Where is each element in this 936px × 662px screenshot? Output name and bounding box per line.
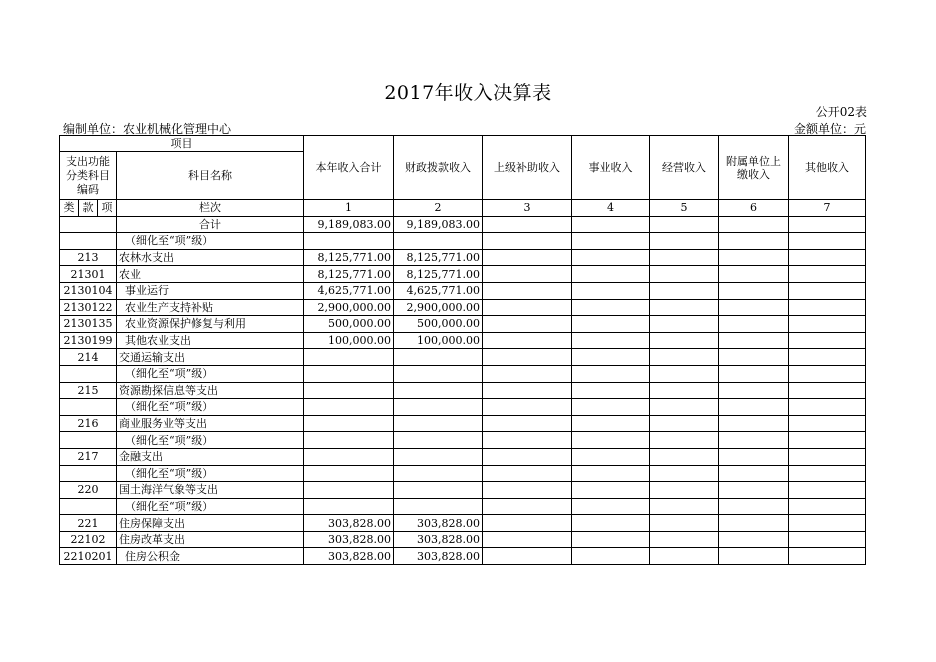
row-empty-cell bbox=[483, 365, 572, 382]
row-empty-cell bbox=[650, 299, 719, 316]
row-empty-cell bbox=[719, 233, 789, 250]
row-name: 农业生产支持补贴 bbox=[117, 299, 304, 316]
row-total-income bbox=[304, 415, 394, 432]
row-code bbox=[60, 399, 117, 416]
header-kuan: 款 bbox=[79, 200, 98, 217]
row-empty-cell bbox=[572, 382, 650, 399]
row-empty-cell bbox=[650, 415, 719, 432]
row-empty-cell bbox=[650, 282, 719, 299]
row-name: 农业 bbox=[117, 266, 304, 283]
row-fiscal-income bbox=[394, 448, 483, 465]
row-empty-cell bbox=[650, 382, 719, 399]
row-fiscal-income bbox=[394, 233, 483, 250]
row-empty-cell bbox=[650, 216, 719, 233]
row-empty-cell bbox=[650, 482, 719, 499]
table-row bbox=[60, 399, 866, 416]
col-header-5: 经营收入 bbox=[650, 136, 719, 200]
row-empty-cell bbox=[572, 316, 650, 333]
row-empty-cell bbox=[650, 249, 719, 266]
row-fiscal-income: 303,828.00 bbox=[394, 548, 483, 565]
row-code: 220 bbox=[60, 482, 117, 499]
row-empty-cell bbox=[483, 548, 572, 565]
row-empty-cell bbox=[789, 349, 866, 366]
row-empty-cell bbox=[789, 216, 866, 233]
row-total-income: 8,125,771.00 bbox=[304, 266, 394, 283]
row-code bbox=[60, 465, 117, 482]
header-xiang: 项 bbox=[98, 200, 117, 217]
row-code: 22102 bbox=[60, 531, 117, 548]
row-fiscal-income: 8,125,771.00 bbox=[394, 266, 483, 283]
row-empty-cell bbox=[572, 349, 650, 366]
table-row bbox=[60, 415, 866, 432]
row-empty-cell bbox=[483, 399, 572, 416]
row-code: 2130122 bbox=[60, 299, 117, 316]
row-empty-cell bbox=[719, 548, 789, 565]
row-total-income bbox=[304, 465, 394, 482]
row-empty-cell bbox=[650, 233, 719, 250]
header-func-code: 支出功能分类科目编码 bbox=[60, 152, 117, 200]
row-name: （细化至“项”级） bbox=[117, 432, 304, 449]
col-number-3: 3 bbox=[483, 200, 572, 217]
row-empty-cell bbox=[483, 349, 572, 366]
table-row bbox=[60, 266, 866, 283]
row-total-income bbox=[304, 448, 394, 465]
row-name: 合计 bbox=[117, 216, 304, 233]
row-empty-cell bbox=[789, 432, 866, 449]
row-empty-cell bbox=[572, 415, 650, 432]
row-total-income: 500,000.00 bbox=[304, 316, 394, 333]
row-empty-cell bbox=[572, 448, 650, 465]
table-row bbox=[60, 216, 866, 233]
col-number-1: 1 bbox=[304, 200, 394, 217]
row-name: 住房保障支出 bbox=[117, 515, 304, 532]
row-empty-cell bbox=[789, 399, 866, 416]
row-empty-cell bbox=[483, 382, 572, 399]
table-row bbox=[60, 233, 866, 250]
row-empty-cell bbox=[719, 282, 789, 299]
col-number-2: 2 bbox=[394, 200, 483, 217]
row-fiscal-income: 8,125,771.00 bbox=[394, 249, 483, 266]
header-col-index: 栏次 bbox=[117, 200, 304, 217]
row-total-income bbox=[304, 498, 394, 515]
row-code bbox=[60, 432, 117, 449]
row-empty-cell bbox=[572, 515, 650, 532]
table-row bbox=[60, 282, 866, 299]
row-fiscal-income bbox=[394, 399, 483, 416]
col-number-5: 5 bbox=[650, 200, 719, 217]
row-empty-cell bbox=[483, 515, 572, 532]
row-empty-cell bbox=[572, 465, 650, 482]
row-code: 2130199 bbox=[60, 332, 117, 349]
row-empty-cell bbox=[572, 548, 650, 565]
row-name: 商业服务业等支出 bbox=[117, 415, 304, 432]
row-empty-cell bbox=[650, 332, 719, 349]
row-total-income bbox=[304, 365, 394, 382]
row-empty-cell bbox=[650, 432, 719, 449]
row-empty-cell bbox=[483, 266, 572, 283]
col-header-4: 事业收入 bbox=[572, 136, 650, 200]
row-total-income: 100,000.00 bbox=[304, 332, 394, 349]
row-code bbox=[60, 216, 117, 233]
row-code bbox=[60, 498, 117, 515]
row-total-income: 4,625,771.00 bbox=[304, 282, 394, 299]
row-code: 214 bbox=[60, 349, 117, 366]
row-empty-cell bbox=[572, 216, 650, 233]
row-empty-cell bbox=[789, 415, 866, 432]
row-empty-cell bbox=[650, 399, 719, 416]
row-empty-cell bbox=[719, 332, 789, 349]
row-code bbox=[60, 365, 117, 382]
header-item: 项目 bbox=[60, 136, 304, 152]
row-empty-cell bbox=[719, 365, 789, 382]
row-empty-cell bbox=[789, 498, 866, 515]
col-number-4: 4 bbox=[572, 200, 650, 217]
row-empty-cell bbox=[483, 216, 572, 233]
row-empty-cell bbox=[650, 365, 719, 382]
table-row bbox=[60, 349, 866, 366]
row-name: （细化至“项”级） bbox=[117, 233, 304, 250]
row-name: 金融支出 bbox=[117, 448, 304, 465]
col-header-3: 上级补助收入 bbox=[483, 136, 572, 200]
row-empty-cell bbox=[789, 365, 866, 382]
row-empty-cell bbox=[719, 515, 789, 532]
row-empty-cell bbox=[789, 531, 866, 548]
row-name: 农业资源保护修复与利用 bbox=[117, 316, 304, 333]
row-empty-cell bbox=[572, 233, 650, 250]
row-empty-cell bbox=[483, 316, 572, 333]
row-name: 其他农业支出 bbox=[117, 332, 304, 349]
table-row bbox=[60, 382, 866, 399]
col-number-6: 6 bbox=[719, 200, 789, 217]
table-row bbox=[60, 498, 866, 515]
row-empty-cell bbox=[789, 332, 866, 349]
table-row bbox=[60, 432, 866, 449]
row-fiscal-income bbox=[394, 482, 483, 499]
row-empty-cell bbox=[789, 382, 866, 399]
row-fiscal-income: 500,000.00 bbox=[394, 316, 483, 333]
row-code: 2210201 bbox=[60, 548, 117, 565]
row-fiscal-income: 100,000.00 bbox=[394, 332, 483, 349]
row-empty-cell bbox=[483, 432, 572, 449]
row-code: 2130104 bbox=[60, 282, 117, 299]
row-empty-cell bbox=[483, 465, 572, 482]
row-total-income: 8,125,771.00 bbox=[304, 249, 394, 266]
header-lei: 类 bbox=[60, 200, 79, 217]
row-empty-cell bbox=[789, 233, 866, 250]
table-row bbox=[60, 316, 866, 333]
row-empty-cell bbox=[719, 399, 789, 416]
row-name: 国土海洋气象等支出 bbox=[117, 482, 304, 499]
table-row bbox=[60, 515, 866, 532]
col-header-6: 附属单位上缴收入 bbox=[719, 136, 789, 200]
row-empty-cell bbox=[719, 498, 789, 515]
row-total-income: 303,828.00 bbox=[304, 515, 394, 532]
row-empty-cell bbox=[483, 233, 572, 250]
row-empty-cell bbox=[789, 515, 866, 532]
row-empty-cell bbox=[572, 365, 650, 382]
row-empty-cell bbox=[650, 349, 719, 366]
row-name: （细化至“项”级） bbox=[117, 465, 304, 482]
table-row bbox=[60, 332, 866, 349]
row-empty-cell bbox=[483, 332, 572, 349]
row-fiscal-income: 303,828.00 bbox=[394, 515, 483, 532]
row-fiscal-income: 2,900,000.00 bbox=[394, 299, 483, 316]
row-empty-cell bbox=[789, 548, 866, 565]
row-fiscal-income bbox=[394, 432, 483, 449]
row-name: 资源勘探信息等支出 bbox=[117, 382, 304, 399]
row-empty-cell bbox=[572, 432, 650, 449]
row-empty-cell bbox=[719, 448, 789, 465]
row-empty-cell bbox=[650, 465, 719, 482]
row-name: 住房公积金 bbox=[117, 548, 304, 565]
row-name: （细化至“项”级） bbox=[117, 498, 304, 515]
row-fiscal-income bbox=[394, 382, 483, 399]
row-empty-cell bbox=[719, 432, 789, 449]
row-total-income bbox=[304, 482, 394, 499]
row-empty-cell bbox=[650, 531, 719, 548]
row-code: 221 bbox=[60, 515, 117, 532]
row-total-income: 303,828.00 bbox=[304, 548, 394, 565]
row-empty-cell bbox=[572, 332, 650, 349]
row-name: 事业运行 bbox=[117, 282, 304, 299]
row-empty-cell bbox=[719, 531, 789, 548]
income-table bbox=[59, 135, 866, 565]
row-total-income bbox=[304, 233, 394, 250]
row-total-income: 2,900,000.00 bbox=[304, 299, 394, 316]
row-empty-cell bbox=[572, 482, 650, 499]
row-empty-cell bbox=[483, 299, 572, 316]
table-row bbox=[60, 448, 866, 465]
row-empty-cell bbox=[483, 482, 572, 499]
row-empty-cell bbox=[650, 548, 719, 565]
table-row bbox=[60, 465, 866, 482]
row-empty-cell bbox=[650, 266, 719, 283]
row-empty-cell bbox=[719, 482, 789, 499]
row-empty-cell bbox=[789, 299, 866, 316]
col-header-7: 其他收入 bbox=[789, 136, 866, 200]
row-total-income: 9,189,083.00 bbox=[304, 216, 394, 233]
report-title: 2017年收入决算表 bbox=[384, 82, 552, 104]
row-empty-cell bbox=[483, 282, 572, 299]
row-empty-cell bbox=[572, 399, 650, 416]
table-row bbox=[60, 548, 866, 565]
row-fiscal-income: 303,828.00 bbox=[394, 531, 483, 548]
row-fiscal-income bbox=[394, 365, 483, 382]
col-header-2: 财政拨款收入 bbox=[394, 136, 483, 200]
row-empty-cell bbox=[483, 415, 572, 432]
row-fiscal-income bbox=[394, 465, 483, 482]
row-fiscal-income: 9,189,083.00 bbox=[394, 216, 483, 233]
form-code: 公开02表 bbox=[815, 105, 867, 119]
row-empty-cell bbox=[719, 299, 789, 316]
row-name: （细化至“项”级） bbox=[117, 399, 304, 416]
row-code: 2130135 bbox=[60, 316, 117, 333]
row-empty-cell bbox=[719, 415, 789, 432]
row-empty-cell bbox=[572, 299, 650, 316]
table-row bbox=[60, 482, 866, 499]
row-empty-cell bbox=[483, 249, 572, 266]
row-fiscal-income bbox=[394, 415, 483, 432]
row-empty-cell bbox=[789, 266, 866, 283]
row-empty-cell bbox=[650, 448, 719, 465]
row-total-income bbox=[304, 382, 394, 399]
row-empty-cell bbox=[572, 498, 650, 515]
table-row bbox=[60, 365, 866, 382]
row-empty-cell bbox=[789, 448, 866, 465]
compiling-unit: 编制单位：农业机械化管理中心 bbox=[63, 122, 232, 136]
row-empty-cell bbox=[789, 249, 866, 266]
row-name: 住房改革支出 bbox=[117, 531, 304, 548]
row-total-income: 303,828.00 bbox=[304, 531, 394, 548]
row-code: 213 bbox=[60, 249, 117, 266]
row-code bbox=[60, 233, 117, 250]
row-fiscal-income bbox=[394, 349, 483, 366]
row-empty-cell bbox=[572, 282, 650, 299]
row-empty-cell bbox=[719, 316, 789, 333]
row-code: 21301 bbox=[60, 266, 117, 283]
row-name: 交通运输支出 bbox=[117, 349, 304, 366]
table-row bbox=[60, 249, 866, 266]
row-total-income bbox=[304, 432, 394, 449]
row-empty-cell bbox=[789, 282, 866, 299]
table-row bbox=[60, 531, 866, 548]
row-empty-cell bbox=[719, 382, 789, 399]
row-empty-cell bbox=[650, 316, 719, 333]
row-empty-cell bbox=[483, 498, 572, 515]
row-total-income bbox=[304, 399, 394, 416]
row-empty-cell bbox=[719, 216, 789, 233]
money-unit: 金额单位：元 bbox=[793, 122, 866, 136]
row-name: （细化至“项”级） bbox=[117, 365, 304, 382]
row-empty-cell bbox=[789, 316, 866, 333]
row-empty-cell bbox=[572, 249, 650, 266]
row-empty-cell bbox=[719, 465, 789, 482]
row-empty-cell bbox=[719, 266, 789, 283]
row-empty-cell bbox=[719, 249, 789, 266]
row-code: 217 bbox=[60, 448, 117, 465]
row-empty-cell bbox=[572, 531, 650, 548]
row-code: 216 bbox=[60, 415, 117, 432]
row-total-income bbox=[304, 349, 394, 366]
row-empty-cell bbox=[789, 465, 866, 482]
row-empty-cell bbox=[789, 482, 866, 499]
row-empty-cell bbox=[483, 531, 572, 548]
row-empty-cell bbox=[483, 448, 572, 465]
col-header-1: 本年收入合计 bbox=[304, 136, 394, 200]
row-empty-cell bbox=[650, 515, 719, 532]
row-empty-cell bbox=[650, 498, 719, 515]
row-empty-cell bbox=[719, 349, 789, 366]
table-row bbox=[60, 299, 866, 316]
row-empty-cell bbox=[572, 266, 650, 283]
col-number-7: 7 bbox=[789, 200, 866, 217]
row-name: 农林水支出 bbox=[117, 249, 304, 266]
header-subject-name: 科目名称 bbox=[117, 152, 304, 200]
row-fiscal-income: 4,625,771.00 bbox=[394, 282, 483, 299]
row-code: 215 bbox=[60, 382, 117, 399]
row-fiscal-income bbox=[394, 498, 483, 515]
